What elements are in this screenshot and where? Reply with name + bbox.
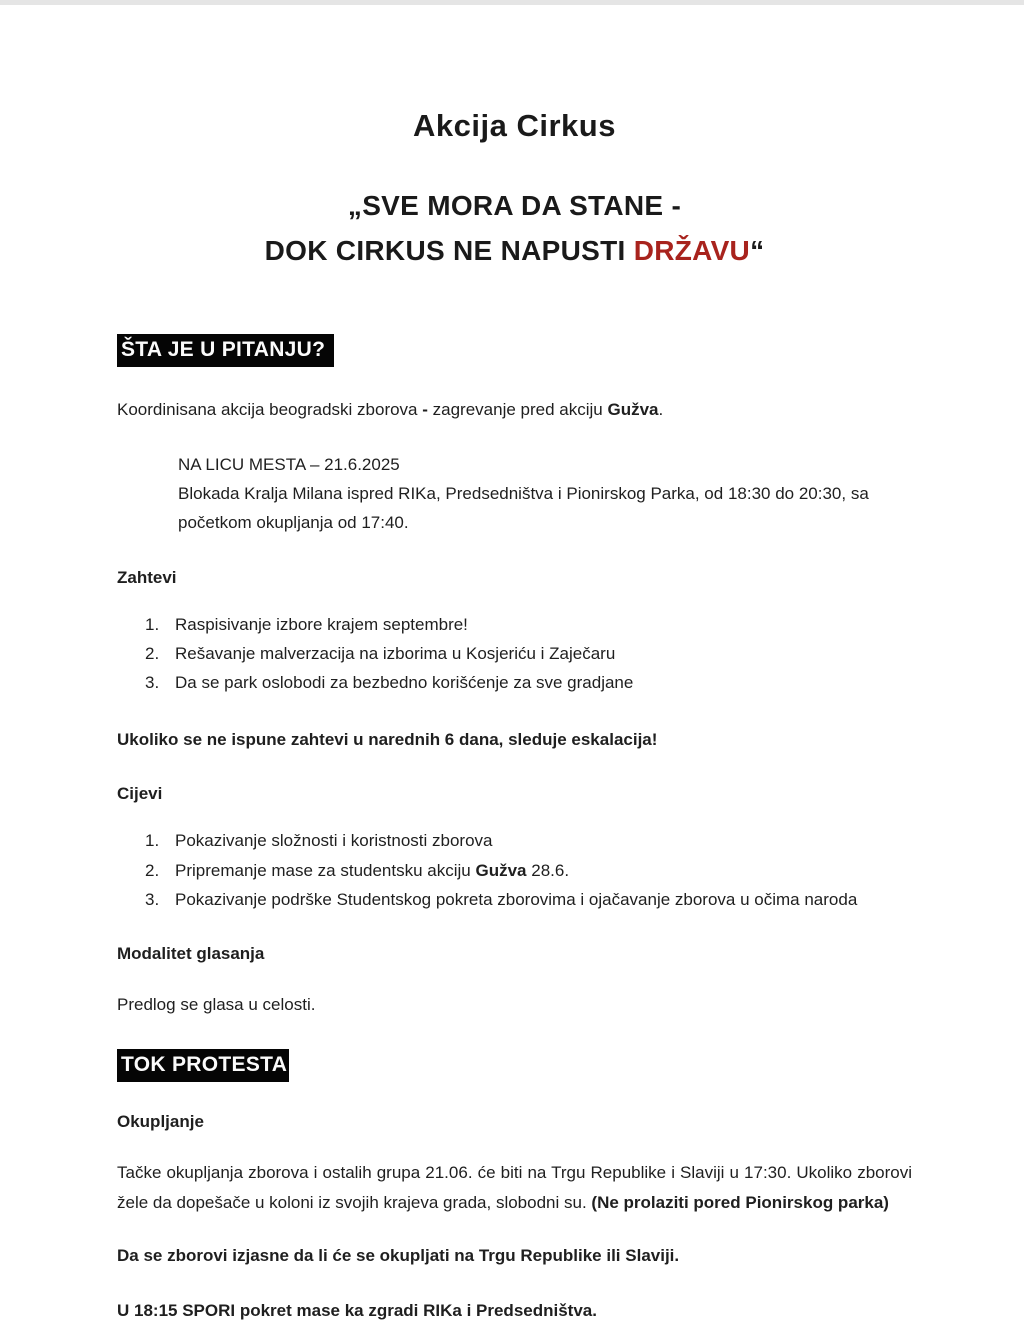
heading-cijevi: Cijevi: [117, 784, 163, 804]
subtitle-line1: „SVE MORA DA STANE -: [347, 190, 682, 221]
paragraph-escalation: Ukoliko se ne ispune zahtevi u narednih 6 dana, sleduje eskalacija!: [117, 730, 658, 750]
paragraph-spori-pokret: U 18:15 SPORI pokret mase ka zgradi RIKa i Predsedništva.: [117, 1301, 597, 1321]
subtitle-accent-word: DRŽAVU: [633, 234, 751, 266]
list-item-number: 1.: [145, 614, 160, 634]
document-subtitle: [117, 184, 912, 274]
intro-dash: -: [422, 399, 428, 419]
list-item-text: [175, 885, 857, 914]
list-item: [117, 610, 912, 639]
paragraph-intro: [117, 395, 912, 424]
list-item-text: Raspisivanje izbore krajem septembre!: [175, 614, 468, 634]
list-item-text: Rešavanje malverzacija na izborima u Kosjeriću i Zaječaru: [175, 643, 616, 663]
list-item-text-bold: Gužva: [475, 860, 527, 880]
na-licu-mesta-line2: Blokada Kralja Milana ispred RIKa, Predsedništva i Pionirskog Parka, od 18:30 do 20:30, sa početkom okupljanja od 17:40.: [178, 484, 869, 533]
paragraph-okupljanje: [117, 1158, 912, 1216]
list-item-text: Da se park oslobodi za bezbedno korišćenje za sve gradjane: [175, 673, 634, 692]
subtitle-line2-prefix: DOK CIRKUS NE NAPUSTI: [264, 234, 634, 266]
heading-zahtevi: Zahtevi: [117, 567, 177, 587]
list-item: [117, 826, 912, 855]
list-item-text-pre: Pokazivanje složnosti i koristnosti zborova: [175, 831, 493, 851]
subtitle-close-quote: “: [750, 234, 765, 266]
na-licu-mesta-line1: NA LICU MESTA – 21.6.2025: [178, 454, 400, 474]
intro-text: Koordinisana akcija beogradski zborova: [117, 399, 423, 419]
list-item-text: [175, 826, 492, 855]
list-cijevi: [117, 826, 912, 914]
document-title: Akcija Cirkus: [413, 108, 616, 143]
list-item-number: 2.: [145, 643, 160, 663]
document-content: [0, 108, 1024, 1325]
heading-tok-protesta: TOK PROTESTA: [117, 1049, 289, 1082]
intro-bold-word: Gužva: [607, 399, 659, 419]
heading-sta-je-u-pitanju: ŠTA JE U PITANJU?: [117, 334, 334, 367]
list-item-text-pre: Pokazivanje podrške Studentskog pokreta zborovima i ojačavanje zborova u očima naroda: [175, 889, 858, 909]
list-zahtevi: [117, 610, 912, 698]
list-item-number: 3.: [145, 673, 160, 692]
block-na-licu-mesta: [178, 450, 912, 538]
list-item: [117, 856, 912, 885]
paragraph-predlog: Predlog se glasa u celosti.: [117, 995, 316, 1015]
list-item-number: 3.: [145, 889, 160, 909]
list-item-number: 1.: [145, 831, 160, 851]
list-item-text-post: 28.6.: [526, 860, 570, 880]
page-top-edge: [0, 0, 1024, 5]
list-item-text: [175, 856, 569, 885]
list-item-number: 2.: [145, 860, 160, 880]
heading-modalitet-glasanja: Modalitet glasanja: [117, 944, 265, 964]
intro-period: .: [658, 399, 664, 419]
gathering-warning-bold: (Ne prolaziti pored Pionirskog parka): [591, 1192, 889, 1212]
heading-okupljanje: Okupljanje: [117, 1112, 204, 1132]
list-item: [117, 639, 912, 668]
list-item-text-pre: Pripremanje mase za studentsku akciju: [175, 860, 476, 880]
paragraph-izjasne: Da se zborovi izjasne da li će se okupljati na Trgu Republike ili Slaviji.: [117, 1245, 680, 1265]
list-item: [117, 885, 912, 914]
intro-text2: zagrevanje pred akciju: [427, 399, 608, 419]
list-item: [117, 668, 912, 697]
gathering-text: Tačke okupljanja zborova i ostalih grupa 21.06. će biti na Trgu Republike i Slaviji u 17:30. Ukoliko zborovi žele da dopešače u koloni iz svojih krajeva grada, slobodni su.: [117, 1163, 912, 1212]
